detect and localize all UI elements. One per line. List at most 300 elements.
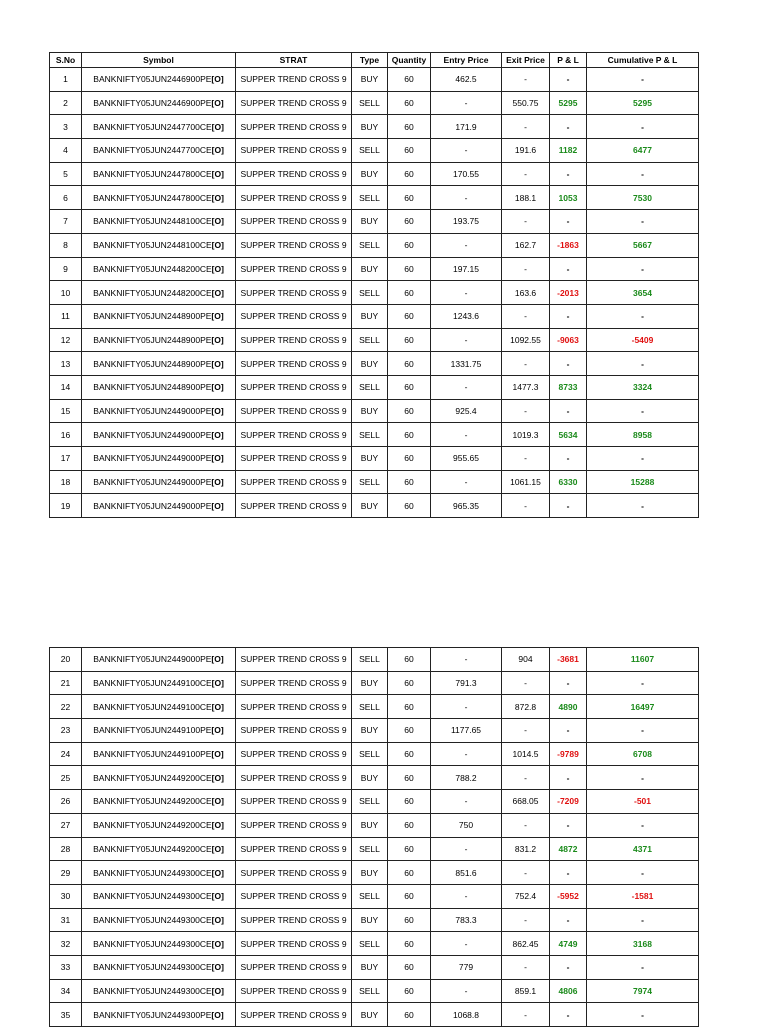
serial-number-cell: 17 xyxy=(50,447,82,471)
serial-number-cell: 5 xyxy=(50,162,82,186)
strategy-cell: SUPPER TREND CROSS 9 xyxy=(236,91,352,115)
exit-price-cell: - xyxy=(502,955,550,979)
serial-number-cell: 22 xyxy=(50,695,82,719)
symbol-cell xyxy=(82,375,236,399)
table-row xyxy=(50,766,699,790)
exit-price-cell: 191.6 xyxy=(502,139,550,163)
type-cell: SELL xyxy=(352,979,388,1003)
exit-price-cell: 862.45 xyxy=(502,932,550,956)
cumulative-pnl-cell: - xyxy=(587,352,699,376)
symbol-cell xyxy=(82,742,236,766)
entry-price-cell: 170.55 xyxy=(431,162,502,186)
type-cell: BUY xyxy=(352,671,388,695)
entry-price-cell: - xyxy=(431,186,502,210)
option-suffix: [O] xyxy=(211,121,224,132)
entry-price-cell: 1243.6 xyxy=(431,304,502,328)
type-cell: SELL xyxy=(352,281,388,305)
entry-price-cell: 783.3 xyxy=(431,908,502,932)
exit-price-cell: 904 xyxy=(502,648,550,672)
symbol-text: BANKNIFTY05JUN2449000PE xyxy=(93,477,212,488)
strategy-cell: SUPPER TREND CROSS 9 xyxy=(236,695,352,719)
type-cell: BUY xyxy=(352,955,388,979)
serial-number-cell: 13 xyxy=(50,352,82,376)
type-cell: BUY xyxy=(352,115,388,139)
pnl-cell: 4890 xyxy=(550,695,587,719)
type-cell: SELL xyxy=(352,837,388,861)
option-suffix: [O] xyxy=(211,453,224,464)
serial-number-cell: 15 xyxy=(50,399,82,423)
cumulative-pnl-cell: 15288 xyxy=(587,470,699,494)
type-cell: BUY xyxy=(352,766,388,790)
quantity-cell: 60 xyxy=(388,979,431,1003)
cumulative-pnl-cell: - xyxy=(587,399,699,423)
strategy-cell: SUPPER TREND CROSS 9 xyxy=(236,375,352,399)
cumulative-pnl-cell: - xyxy=(587,813,699,837)
cumulative-pnl-cell: 5295 xyxy=(587,91,699,115)
table-row xyxy=(50,115,699,139)
exit-price-cell: - xyxy=(502,352,550,376)
quantity-cell: 60 xyxy=(388,813,431,837)
table-body-2 xyxy=(50,648,699,1027)
entry-price-cell: 750 xyxy=(431,813,502,837)
table-row xyxy=(50,813,699,837)
symbol-cell xyxy=(82,648,236,672)
exit-price-cell: 550.75 xyxy=(502,91,550,115)
type-cell: SELL xyxy=(352,233,388,257)
exit-price-cell: 1014.5 xyxy=(502,742,550,766)
pnl-cell: - xyxy=(550,908,587,932)
table-row xyxy=(50,719,699,743)
quantity-cell: 60 xyxy=(388,884,431,908)
strategy-cell: SUPPER TREND CROSS 9 xyxy=(236,162,352,186)
cumulative-pnl-cell: 5667 xyxy=(587,233,699,257)
pnl-cell: 5634 xyxy=(550,423,587,447)
type-cell: SELL xyxy=(352,91,388,115)
entry-price-cell: 851.6 xyxy=(431,861,502,885)
option-suffix: [O] xyxy=(211,500,224,511)
trades-table-2 xyxy=(49,647,699,1027)
table-row xyxy=(50,837,699,861)
symbol-text: BANKNIFTY05JUN2449200CE xyxy=(93,796,212,807)
table-row xyxy=(50,861,699,885)
symbol-text: BANKNIFTY05JUN2449200CE xyxy=(93,820,212,831)
type-cell: BUY xyxy=(352,494,388,518)
quantity-cell: 60 xyxy=(388,1003,431,1027)
pnl-cell: - xyxy=(550,68,587,92)
serial-number-cell: 31 xyxy=(50,908,82,932)
quantity-cell: 60 xyxy=(388,766,431,790)
symbol-text: BANKNIFTY05JUN2446900PE xyxy=(93,74,212,85)
option-suffix: [O] xyxy=(211,429,224,440)
table-row xyxy=(50,328,699,352)
symbol-cell xyxy=(82,494,236,518)
serial-number-cell: 10 xyxy=(50,281,82,305)
quantity-cell: 60 xyxy=(388,304,431,328)
strategy-cell: SUPPER TREND CROSS 9 xyxy=(236,742,352,766)
option-suffix: [O] xyxy=(211,749,224,760)
pnl-cell: - xyxy=(550,671,587,695)
entry-price-cell: - xyxy=(431,979,502,1003)
exit-price-cell: - xyxy=(502,257,550,281)
table-row xyxy=(50,423,699,447)
table-row xyxy=(50,257,699,281)
strategy-cell: SUPPER TREND CROSS 9 xyxy=(236,352,352,376)
quantity-cell: 60 xyxy=(388,908,431,932)
quantity-cell: 60 xyxy=(388,695,431,719)
entry-price-cell: - xyxy=(431,139,502,163)
cumulative-pnl-cell: - xyxy=(587,494,699,518)
entry-price-cell: 462.5 xyxy=(431,68,502,92)
pnl-cell: - xyxy=(550,494,587,518)
exit-price-cell: - xyxy=(502,719,550,743)
strategy-cell: SUPPER TREND CROSS 9 xyxy=(236,68,352,92)
header-sno: S.No xyxy=(50,53,82,68)
table-row xyxy=(50,210,699,234)
exit-price-cell: 1019.3 xyxy=(502,423,550,447)
type-cell: BUY xyxy=(352,352,388,376)
header-row xyxy=(50,53,699,68)
type-cell: BUY xyxy=(352,908,388,932)
serial-number-cell: 16 xyxy=(50,423,82,447)
option-suffix: [O] xyxy=(211,287,224,298)
strategy-cell: SUPPER TREND CROSS 9 xyxy=(236,257,352,281)
serial-number-cell: 35 xyxy=(50,1003,82,1027)
entry-price-cell: - xyxy=(431,742,502,766)
symbol-text: BANKNIFTY05JUN2448200CE xyxy=(93,263,212,274)
quantity-cell: 60 xyxy=(388,494,431,518)
entry-price-cell: 955.65 xyxy=(431,447,502,471)
symbol-cell xyxy=(82,932,236,956)
exit-price-cell: 859.1 xyxy=(502,979,550,1003)
option-suffix: [O] xyxy=(211,914,224,925)
serial-number-cell: 26 xyxy=(50,790,82,814)
symbol-cell xyxy=(82,399,236,423)
exit-price-cell: - xyxy=(502,813,550,837)
option-suffix: [O] xyxy=(211,216,224,227)
cumulative-pnl-cell: - xyxy=(587,766,699,790)
symbol-text: BANKNIFTY05JUN2449100CE xyxy=(93,678,212,689)
symbol-cell xyxy=(82,186,236,210)
option-suffix: [O] xyxy=(211,678,224,689)
cumulative-pnl-cell: - xyxy=(587,719,699,743)
strategy-cell: SUPPER TREND CROSS 9 xyxy=(236,813,352,837)
quantity-cell: 60 xyxy=(388,281,431,305)
type-cell: BUY xyxy=(352,1003,388,1027)
quantity-cell: 60 xyxy=(388,742,431,766)
strategy-cell: SUPPER TREND CROSS 9 xyxy=(236,447,352,471)
symbol-text: BANKNIFTY05JUN2447800CE xyxy=(93,192,212,203)
serial-number-cell: 14 xyxy=(50,375,82,399)
cumulative-pnl-cell: -501 xyxy=(587,790,699,814)
symbol-cell xyxy=(82,233,236,257)
quantity-cell: 60 xyxy=(388,671,431,695)
symbol-text: BANKNIFTY05JUN2448100CE xyxy=(93,240,212,251)
entry-price-cell: 791.3 xyxy=(431,671,502,695)
symbol-cell xyxy=(82,352,236,376)
symbol-cell xyxy=(82,813,236,837)
cumulative-pnl-cell: - xyxy=(587,162,699,186)
table-row xyxy=(50,68,699,92)
quantity-cell: 60 xyxy=(388,257,431,281)
option-suffix: [O] xyxy=(211,1009,224,1020)
table-row xyxy=(50,162,699,186)
pnl-cell: - xyxy=(550,719,587,743)
entry-price-cell: - xyxy=(431,837,502,861)
serial-number-cell: 7 xyxy=(50,210,82,234)
strategy-cell: SUPPER TREND CROSS 9 xyxy=(236,233,352,257)
cumulative-pnl-cell: - xyxy=(587,1003,699,1027)
serial-number-cell: 25 xyxy=(50,766,82,790)
option-suffix: [O] xyxy=(211,240,224,251)
cumulative-pnl-cell: - xyxy=(587,671,699,695)
symbol-text: BANKNIFTY05JUN2448900PE xyxy=(93,334,212,345)
option-suffix: [O] xyxy=(211,843,224,854)
pnl-cell: -2013 xyxy=(550,281,587,305)
type-cell: BUY xyxy=(352,162,388,186)
symbol-cell xyxy=(82,470,236,494)
option-suffix: [O] xyxy=(211,891,224,902)
exit-price-cell: 752.4 xyxy=(502,884,550,908)
type-cell: BUY xyxy=(352,447,388,471)
quantity-cell: 60 xyxy=(388,790,431,814)
exit-price-cell: - xyxy=(502,1003,550,1027)
option-suffix: [O] xyxy=(211,796,224,807)
table-row xyxy=(50,281,699,305)
header-strat: STRAT xyxy=(236,53,352,68)
serial-number-cell: 24 xyxy=(50,742,82,766)
entry-price-cell: - xyxy=(431,375,502,399)
table-row xyxy=(50,955,699,979)
header-symbol: Symbol xyxy=(82,53,236,68)
quantity-cell: 60 xyxy=(388,139,431,163)
type-cell: BUY xyxy=(352,304,388,328)
symbol-text: BANKNIFTY05JUN2449300CE xyxy=(93,914,212,925)
symbol-cell xyxy=(82,790,236,814)
exit-price-cell: 162.7 xyxy=(502,233,550,257)
serial-number-cell: 23 xyxy=(50,719,82,743)
type-cell: BUY xyxy=(352,719,388,743)
option-suffix: [O] xyxy=(211,985,224,996)
table-row xyxy=(50,470,699,494)
symbol-text: BANKNIFTY05JUN2449300CE xyxy=(93,891,212,902)
entry-price-cell: 788.2 xyxy=(431,766,502,790)
strategy-cell: SUPPER TREND CROSS 9 xyxy=(236,494,352,518)
option-suffix: [O] xyxy=(211,169,224,180)
symbol-text: BANKNIFTY05JUN2449300CE xyxy=(93,985,212,996)
symbol-text: BANKNIFTY05JUN2449100CE xyxy=(93,701,212,712)
symbol-text: BANKNIFTY05JUN2448100CE xyxy=(93,216,212,227)
option-suffix: [O] xyxy=(211,334,224,345)
symbol-cell xyxy=(82,837,236,861)
entry-price-cell: 1331.75 xyxy=(431,352,502,376)
symbol-cell xyxy=(82,955,236,979)
strategy-cell: SUPPER TREND CROSS 9 xyxy=(236,304,352,328)
option-suffix: [O] xyxy=(211,701,224,712)
exit-price-cell: - xyxy=(502,447,550,471)
entry-price-cell: 925.4 xyxy=(431,399,502,423)
strategy-cell: SUPPER TREND CROSS 9 xyxy=(236,955,352,979)
type-cell: BUY xyxy=(352,813,388,837)
entry-price-cell: - xyxy=(431,423,502,447)
serial-number-cell: 6 xyxy=(50,186,82,210)
quantity-cell: 60 xyxy=(388,837,431,861)
pnl-cell: -9789 xyxy=(550,742,587,766)
pnl-cell: - xyxy=(550,162,587,186)
type-cell: SELL xyxy=(352,328,388,352)
type-cell: SELL xyxy=(352,742,388,766)
quantity-cell: 60 xyxy=(388,233,431,257)
pnl-cell: -9063 xyxy=(550,328,587,352)
cumulative-pnl-cell: -1581 xyxy=(587,884,699,908)
type-cell: SELL xyxy=(352,932,388,956)
strategy-cell: SUPPER TREND CROSS 9 xyxy=(236,281,352,305)
entry-price-cell: 193.75 xyxy=(431,210,502,234)
symbol-text: BANKNIFTY05JUN2449000PE xyxy=(93,429,212,440)
pnl-cell: - xyxy=(550,257,587,281)
serial-number-cell: 28 xyxy=(50,837,82,861)
pnl-cell: - xyxy=(550,352,587,376)
symbol-cell xyxy=(82,115,236,139)
cumulative-pnl-cell: - xyxy=(587,861,699,885)
strategy-cell: SUPPER TREND CROSS 9 xyxy=(236,671,352,695)
symbol-cell xyxy=(82,304,236,328)
quantity-cell: 60 xyxy=(388,470,431,494)
symbol-cell xyxy=(82,861,236,885)
option-suffix: [O] xyxy=(211,725,224,736)
type-cell: BUY xyxy=(352,399,388,423)
pnl-cell: 5295 xyxy=(550,91,587,115)
strategy-cell: SUPPER TREND CROSS 9 xyxy=(236,908,352,932)
exit-price-cell: - xyxy=(502,162,550,186)
symbol-text: BANKNIFTY05JUN2446900PE xyxy=(93,98,212,109)
option-suffix: [O] xyxy=(211,145,224,156)
serial-number-cell: 34 xyxy=(50,979,82,1003)
exit-price-cell: - xyxy=(502,115,550,139)
strategy-cell: SUPPER TREND CROSS 9 xyxy=(236,328,352,352)
serial-number-cell: 8 xyxy=(50,233,82,257)
symbol-cell xyxy=(82,328,236,352)
symbol-cell xyxy=(82,139,236,163)
option-suffix: [O] xyxy=(211,382,224,393)
option-suffix: [O] xyxy=(211,938,224,949)
entry-price-cell: 779 xyxy=(431,955,502,979)
cumulative-pnl-cell: - xyxy=(587,304,699,328)
header-exit-price: Exit Price xyxy=(502,53,550,68)
cumulative-pnl-cell: 6477 xyxy=(587,139,699,163)
quantity-cell: 60 xyxy=(388,162,431,186)
cumulative-pnl-cell: 6708 xyxy=(587,742,699,766)
cumulative-pnl-cell: 3324 xyxy=(587,375,699,399)
exit-price-cell: - xyxy=(502,68,550,92)
symbol-cell xyxy=(82,210,236,234)
trades-table-1 xyxy=(49,52,699,518)
pnl-cell: - xyxy=(550,399,587,423)
type-cell: SELL xyxy=(352,186,388,210)
exit-price-cell: 163.6 xyxy=(502,281,550,305)
table-row xyxy=(50,790,699,814)
serial-number-cell: 19 xyxy=(50,494,82,518)
table-row xyxy=(50,91,699,115)
table-row xyxy=(50,932,699,956)
exit-price-cell: - xyxy=(502,399,550,423)
pnl-cell: - xyxy=(550,1003,587,1027)
symbol-text: BANKNIFTY05JUN2449000PE xyxy=(93,654,212,665)
option-suffix: [O] xyxy=(211,867,224,878)
cumulative-pnl-cell: 7974 xyxy=(587,979,699,1003)
table-row xyxy=(50,908,699,932)
entry-price-cell: - xyxy=(431,884,502,908)
symbol-cell xyxy=(82,68,236,92)
symbol-text: BANKNIFTY05JUN2448900PE xyxy=(93,382,212,393)
quantity-cell: 60 xyxy=(388,352,431,376)
cumulative-pnl-cell: - xyxy=(587,908,699,932)
table-row xyxy=(50,671,699,695)
table-row xyxy=(50,186,699,210)
symbol-text: BANKNIFTY05JUN2448900PE xyxy=(93,311,212,322)
serial-number-cell: 29 xyxy=(50,861,82,885)
cumulative-pnl-cell: -5409 xyxy=(587,328,699,352)
type-cell: BUY xyxy=(352,68,388,92)
entry-price-cell: 1177.65 xyxy=(431,719,502,743)
exit-price-cell: - xyxy=(502,766,550,790)
quantity-cell: 60 xyxy=(388,447,431,471)
quantity-cell: 60 xyxy=(388,423,431,447)
symbol-text: BANKNIFTY05JUN2449200CE xyxy=(93,772,212,783)
exit-price-cell: - xyxy=(502,908,550,932)
symbol-cell xyxy=(82,671,236,695)
cumulative-pnl-cell: 7530 xyxy=(587,186,699,210)
cumulative-pnl-cell: - xyxy=(587,257,699,281)
cumulative-pnl-cell: 16497 xyxy=(587,695,699,719)
option-suffix: [O] xyxy=(211,263,224,274)
quantity-cell: 60 xyxy=(388,375,431,399)
pnl-cell: 4749 xyxy=(550,932,587,956)
pnl-cell: - xyxy=(550,115,587,139)
type-cell: SELL xyxy=(352,695,388,719)
symbol-cell xyxy=(82,281,236,305)
cumulative-pnl-cell: - xyxy=(587,447,699,471)
entry-price-cell: - xyxy=(431,470,502,494)
symbol-text: BANKNIFTY05JUN2447700CE xyxy=(93,121,212,132)
cumulative-pnl-cell: - xyxy=(587,115,699,139)
strategy-cell: SUPPER TREND CROSS 9 xyxy=(236,766,352,790)
strategy-cell: SUPPER TREND CROSS 9 xyxy=(236,719,352,743)
type-cell: SELL xyxy=(352,790,388,814)
cumulative-pnl-cell: - xyxy=(587,68,699,92)
pnl-cell: 4806 xyxy=(550,979,587,1003)
symbol-text: BANKNIFTY05JUN2449300CE xyxy=(93,962,212,973)
serial-number-cell: 21 xyxy=(50,671,82,695)
serial-number-cell: 2 xyxy=(50,91,82,115)
exit-price-cell: - xyxy=(502,494,550,518)
quantity-cell: 60 xyxy=(388,68,431,92)
serial-number-cell: 1 xyxy=(50,68,82,92)
entry-price-cell: - xyxy=(431,233,502,257)
pnl-cell: - xyxy=(550,861,587,885)
symbol-text: BANKNIFTY05JUN2447800CE xyxy=(93,169,212,180)
symbol-cell xyxy=(82,91,236,115)
entry-price-cell: - xyxy=(431,328,502,352)
strategy-cell: SUPPER TREND CROSS 9 xyxy=(236,115,352,139)
serial-number-cell: 32 xyxy=(50,932,82,956)
table-row xyxy=(50,375,699,399)
exit-price-cell: - xyxy=(502,304,550,328)
exit-price-cell: 872.8 xyxy=(502,695,550,719)
strategy-cell: SUPPER TREND CROSS 9 xyxy=(236,1003,352,1027)
table-row xyxy=(50,139,699,163)
header-entry-price: Entry Price xyxy=(431,53,502,68)
symbol-text: BANKNIFTY05JUN2447700CE xyxy=(93,145,212,156)
